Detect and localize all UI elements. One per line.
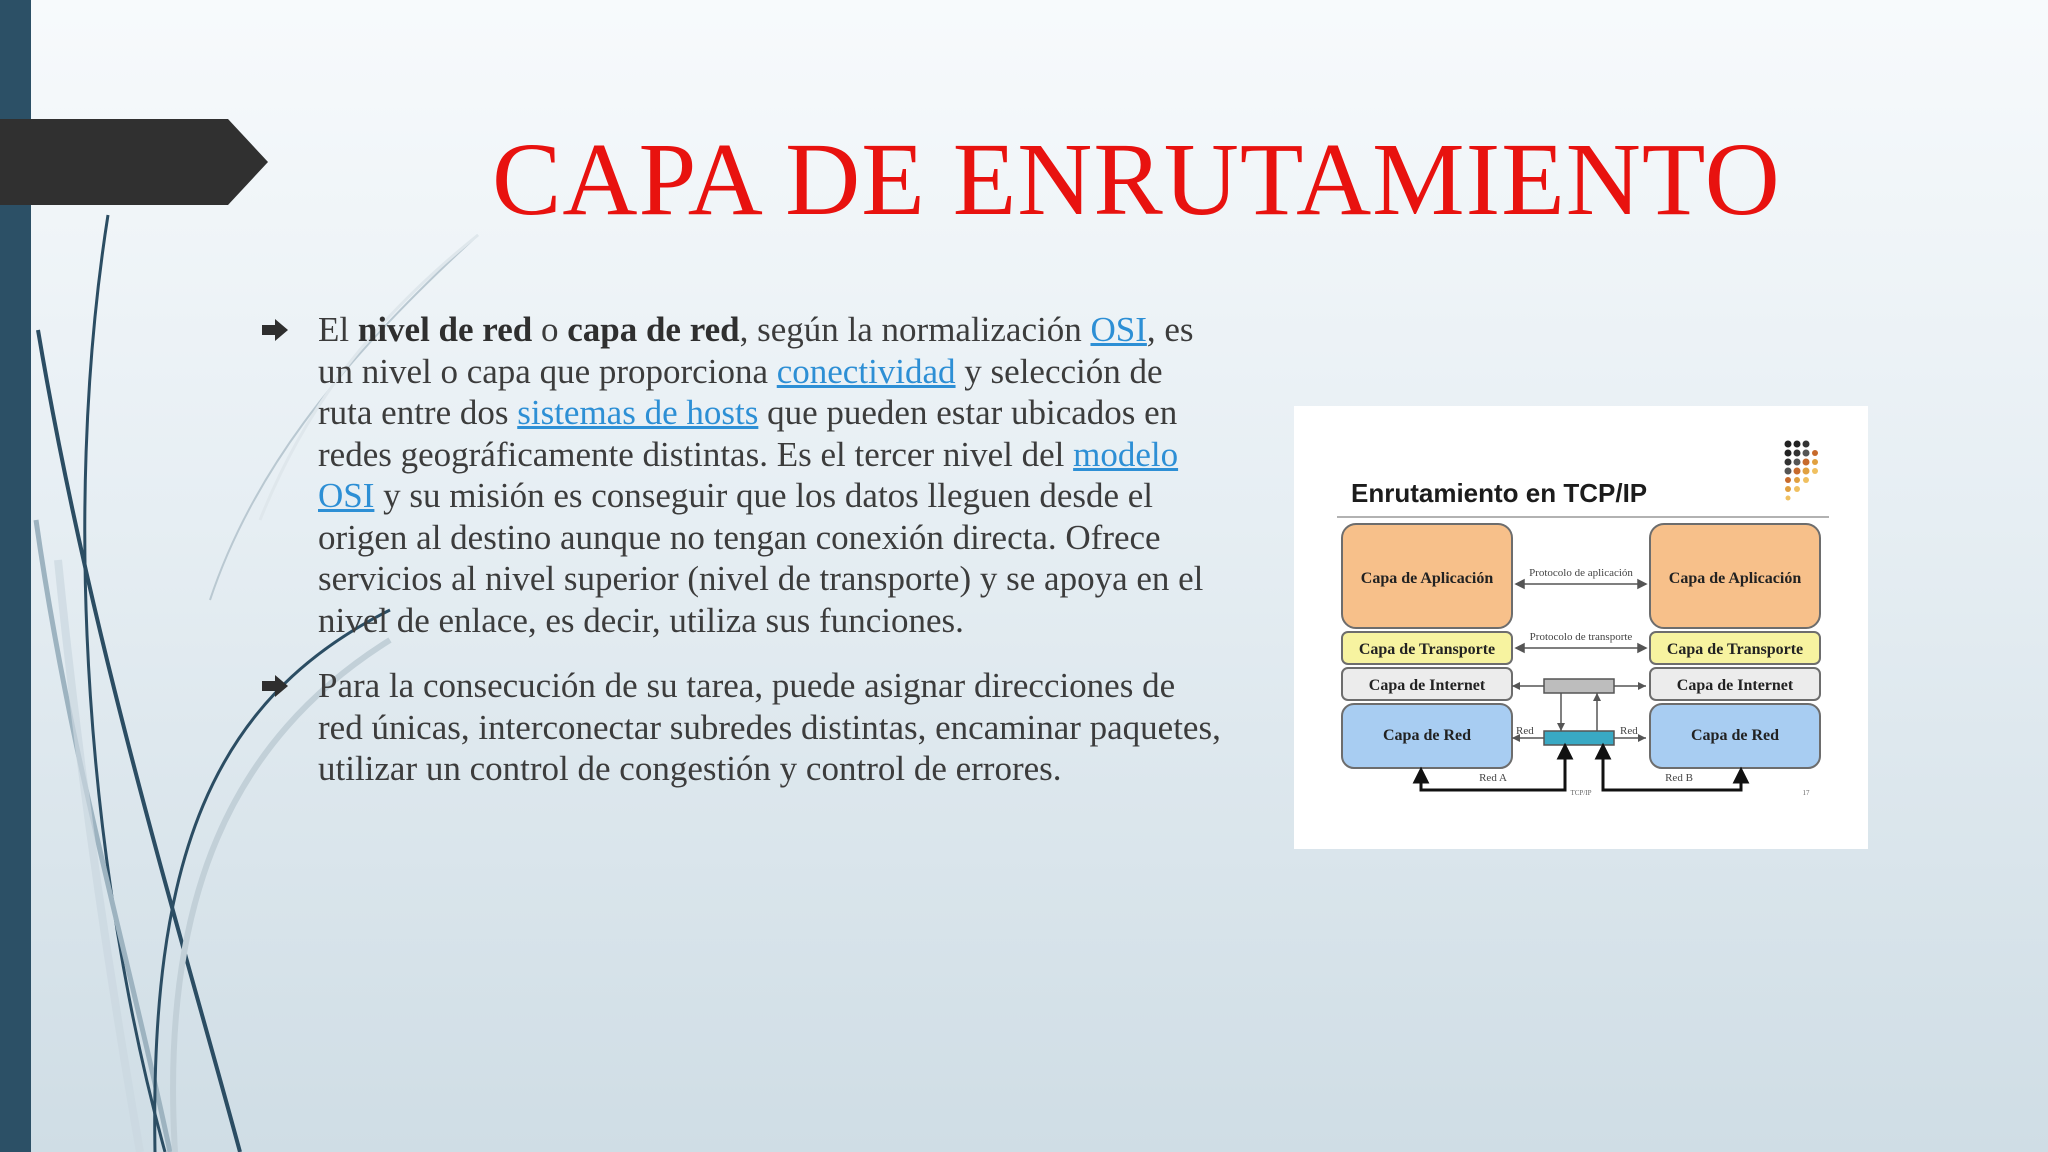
link-sistemas-de-hosts[interactable]: sistemas de hosts: [517, 393, 759, 432]
application-protocol-label: Protocolo de aplicación: [1529, 567, 1633, 579]
left-application-label: Capa de Aplicación: [1360, 570, 1494, 587]
link-osi[interactable]: OSI: [1090, 310, 1147, 349]
bullet-paragraph-1: [262, 309, 1222, 641]
bold-term: nivel de red: [357, 310, 533, 349]
title-tab-shape: [0, 119, 270, 205]
left-internet-label: Capa de Internet: [1368, 677, 1486, 694]
bullet-text: que pueden estar ubicados en redes geográficamente distintas. Es el tercer nivel del: [318, 393, 1178, 474]
right-network-label: Capa de Red: [1690, 727, 1780, 744]
bullet-text: , es un nivel o capa que proporciona: [318, 310, 1194, 391]
red-right-label: Red: [1620, 725, 1638, 737]
bullet-text: y selección de ruta entre dos: [318, 351, 1163, 432]
link-modelo-osi[interactable]: modelo OSI: [318, 434, 1179, 515]
left-network-label: Capa de Red: [1382, 727, 1472, 744]
bullet-text: o: [532, 310, 568, 349]
arrow-right-bullet-icon: [262, 675, 288, 697]
link-conectividad[interactable]: conectividad: [776, 351, 956, 391]
diagram-title: Enrutamiento en TCP/IP: [1351, 478, 1648, 508]
right-stack: [1650, 524, 1820, 768]
bullet-list: [262, 309, 1222, 814]
logo-dots: [1785, 441, 1819, 501]
bullet-text: El: [318, 310, 358, 349]
bullet-text: , según la normalización: [739, 310, 1091, 349]
right-transport-label: Capa de Transporte: [1666, 641, 1804, 658]
right-application-label: Capa de Aplicación: [1668, 570, 1802, 587]
transport-protocol-label: Protocolo de transporte: [1529, 631, 1633, 643]
bold-term: capa de red: [567, 310, 740, 349]
bullet-paragraph-2: [262, 665, 1222, 790]
right-internet-label: Capa de Internet: [1676, 677, 1794, 694]
bullet-text: Para la consecución de su tarea, puede asignar direcciones de red únicas, interconectar subredes distintas, encaminar paquetes, utilizar un control de congestión y control de errores.: [318, 666, 1221, 788]
tcp-ip-routing-diagram: [1294, 406, 1868, 849]
left-stack: [1342, 524, 1512, 768]
network-a-label: Red A: [1479, 772, 1507, 784]
diagram-page-number: 17: [1802, 789, 1810, 797]
diagram-footer-label: TCP/IP: [1570, 789, 1592, 797]
red-left-label: Red: [1516, 725, 1534, 737]
left-transport-label: Capa de Transporte: [1358, 641, 1496, 658]
network-b-label: Red B: [1665, 772, 1693, 784]
bullet-text: y su misión es conseguir que los datos lleguen desde el origen al destino aunque no tengan conexión directa. Ofrece servicios al nivel superior (nivel de transporte) y se apoya en el nivel de enlace, es decir, utiliza sus funciones.: [318, 476, 1204, 640]
arrow-right-bullet-icon: [262, 319, 288, 341]
slide-title: CAPA DE ENRUTAMIENTO: [492, 122, 1781, 237]
